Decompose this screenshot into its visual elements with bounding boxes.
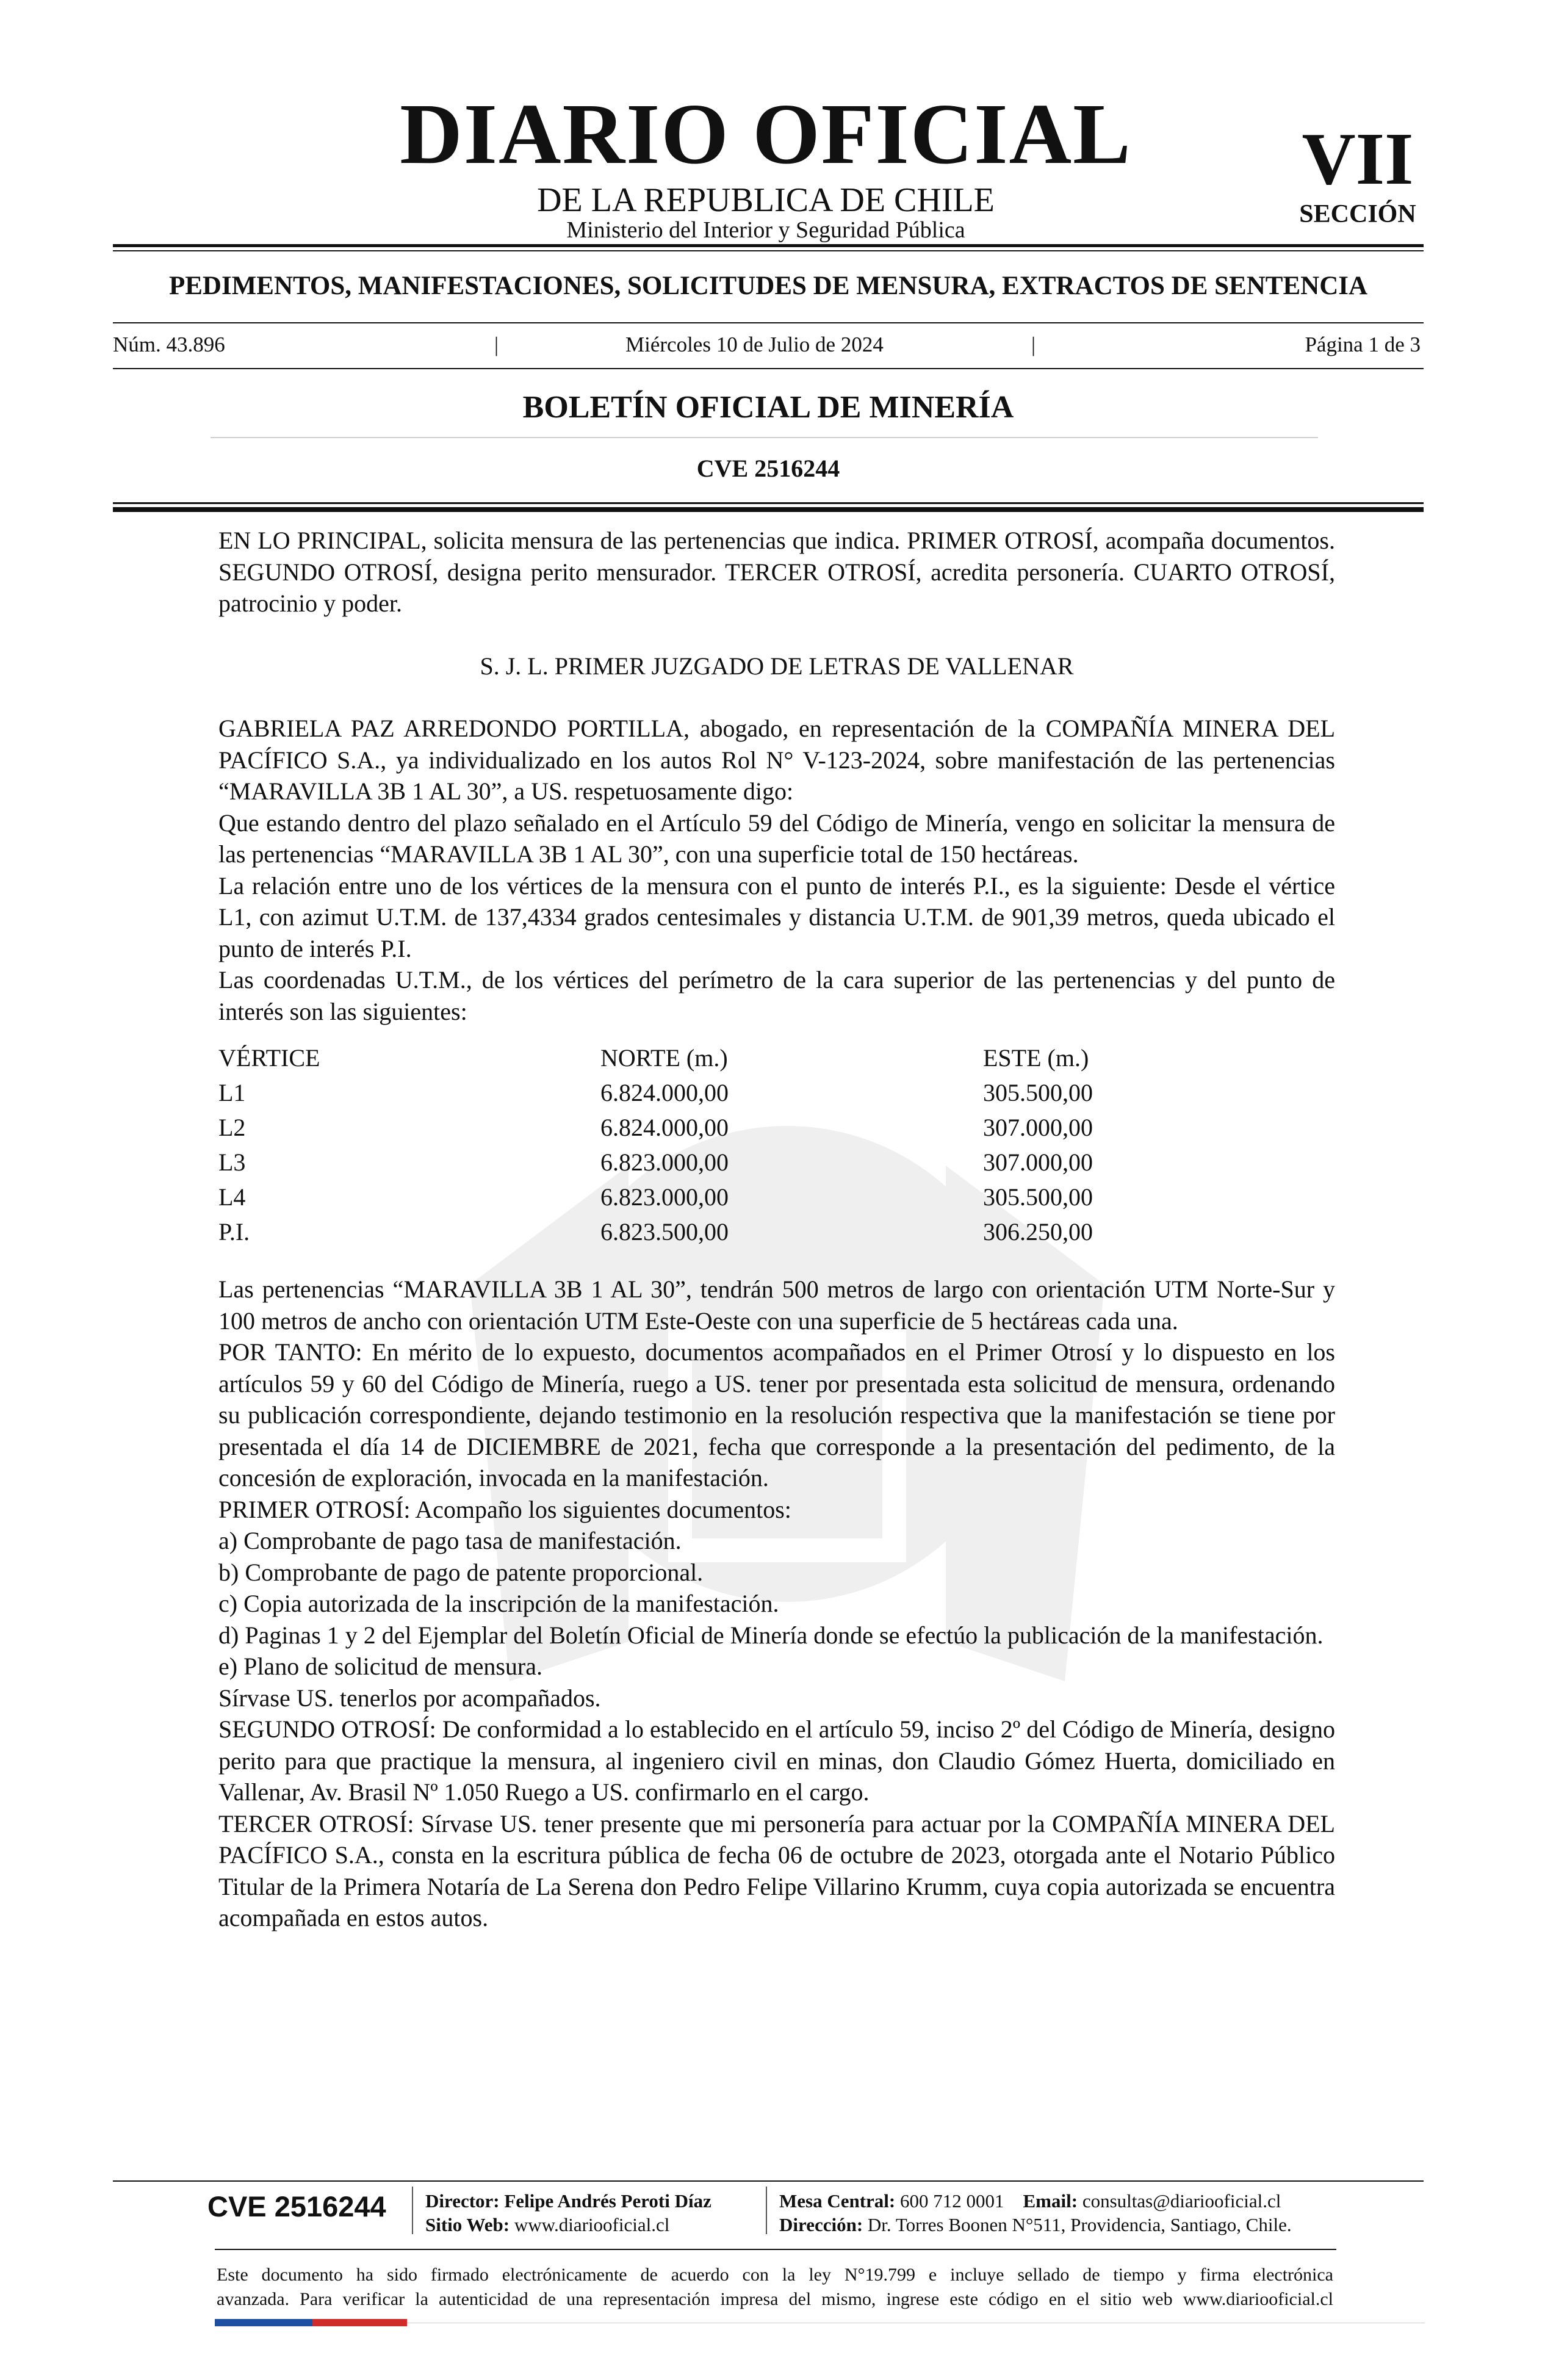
paragraph-request: Que estando dentro del plazo señalado en el Artículo 59 del Código de Minería, vengo en solicitar la mensura de las pertenencias “MARAVILLA 3B 1 AL 30”, con una superficie total de 150 hectáreas.	[218, 809, 1335, 868]
section-label: SECCIÓN	[1299, 200, 1416, 228]
director-label: Director:	[425, 2190, 500, 2212]
list-item: a) Comprobante de pago tasa de manifestación.	[218, 1527, 682, 1554]
table-row	[218, 1075, 1093, 1110]
list-item: b) Comprobante de pago de patente proporcional.	[218, 1558, 704, 1586]
header-rule-thick	[113, 507, 1424, 512]
table-cell: 6.823.500,00	[600, 1218, 729, 1246]
court-heading: S. J. L. PRIMER JUZGADO DE LETRAS DE VALLENAR	[480, 652, 1074, 680]
document-body	[218, 525, 1335, 1934]
table-row	[218, 1180, 1093, 1214]
phone-number: 600 712 0001	[900, 2190, 1004, 2212]
table-header-cell: ESTE (m.)	[983, 1044, 1089, 1072]
list-item: e) Plano de solicitud de mensura.	[218, 1653, 542, 1680]
list-item: d) Paginas 1 y 2 del Ejemplar del Boletín Oficial de Minería donde se efectúo la publicación de la manifestación.	[218, 1621, 1324, 1649]
footer-legal-note	[217, 2263, 1333, 2312]
masthead-rule-thin	[113, 250, 1424, 251]
table-cell: 6.824.000,00	[600, 1114, 729, 1141]
phone-label: Mesa Central:	[779, 2190, 896, 2212]
header-rule-thin	[113, 502, 1424, 504]
newspaper-title: DIARIO OFICIAL	[400, 85, 1132, 182]
footer-note-rule	[215, 2249, 1336, 2250]
table-cell: 6.823.000,00	[600, 1149, 729, 1176]
address-text: Dr. Torres Boonen N°511, Providencia, Santiago, Chile.	[867, 2214, 1292, 2235]
footer-note-line: Este documento ha sido firmado electrónicamente de acuerdo con la ley N°19.799 e incluye sellado de tiempo y firma electrónica	[217, 2265, 1333, 2285]
footer-rule	[113, 2180, 1424, 2182]
paragraph-tercer-otrosi: TERCER OTROSÍ: Sírvase US. tener presente que mi personería para actuar por la COMPAÑÍA MINERA DEL PACÍFICO S.A., consta en la escritura pública de fecha 06 de octubre de 2023, otorgada ante el Notario Público Titular de la Primera Notaría de La Serena don Pedro Felipe Villarino Krumm, cuya copia autorizada se encuentra acompañada en estos autos.	[218, 1809, 1335, 1931]
email-label: Email:	[1023, 2190, 1078, 2212]
ministry-name: Ministerio del Interior y Seguridad Pública	[566, 217, 965, 243]
issue-number: Núm. 43.896	[113, 333, 225, 356]
footer-divider	[766, 2187, 767, 2234]
bulletin-title: BOLETÍN OFICIAL DE MINERÍA	[522, 390, 1014, 425]
issue-separator: |	[1031, 333, 1036, 356]
cve-code: CVE 2516244	[696, 455, 840, 482]
intro-paragraph: EN LO PRINCIPAL, solicita mensura de las pertenencias que indica. PRIMER OTROSÍ, acompaña documentos. SEGUNDO OTROSÍ, designa perito mensurador. TERCER OTROSÍ, acredita personería. CUARTO OTROSÍ, patrocinio y poder.	[218, 527, 1335, 617]
paragraph-dimensions: Las pertenencias “MARAVILLA 3B 1 AL 30”, tendrán 500 metros de largo con orientación UTM Norte-Sur y 100 metros de ancho con orientación UTM Este-Oeste con una superficie de 5 hectáreas cada una.	[218, 1275, 1335, 1335]
address-label: Dirección:	[779, 2214, 863, 2235]
email-link[interactable]: consultas@diariooficial.cl	[1082, 2190, 1281, 2212]
issue-rule-bottom	[113, 368, 1424, 369]
table-cell: 305.500,00	[983, 1183, 1093, 1211]
issue-separator: |	[494, 333, 499, 356]
list-item: c) Copia autorizada de la inscripción de la manifestación.	[218, 1590, 779, 1617]
flag-stripe-blue	[215, 2319, 312, 2326]
paragraph-por-tanto: POR TANTO: En mérito de lo expuesto, documentos acompañados en el Primer Otrosí y lo dispuesto en los artículos 59 y 60 del Código de Minería, ruego a US. tener por presentada esta solicitud de mensura, ordenando su publicación correspondiente, dejando testimonio en la resolución respectiva que la manifestación se tiene por presentada el día 14 de DICIEMBRE de 2021, fecha que corresponde a la presentación del pedimento, de la concesión de exploración, invocada en la manifestación.	[218, 1338, 1335, 1491]
table-cell: L1	[218, 1079, 246, 1106]
issue-date: Miércoles 10 de Julio de 2024	[625, 333, 884, 356]
table-cell: 305.500,00	[983, 1079, 1093, 1106]
table-header-row	[218, 1040, 1093, 1075]
table-cell: L4	[218, 1183, 246, 1211]
paragraph-primer-otrosi: PRIMER OTROSÍ: Acompaño los siguientes documentos:	[218, 1495, 791, 1523]
section-number: VII	[1302, 118, 1414, 200]
page-indicator: Página 1 de 3	[1305, 333, 1421, 356]
paragraph-interest-point: La relación entre uno de los vértices de la mensura con el punto de interés P.I., es la siguiente: Desde el vértice L1, con azimut U.T.M. de 137,4334 grados centesimales y distancia U.T.M. de 901,39 metros, queda ubicado el punto de interés P.I.	[218, 871, 1335, 962]
table-cell: 6.824.000,00	[600, 1079, 729, 1106]
footer-cve-code: CVE 2516244	[207, 2190, 386, 2223]
website-link[interactable]: www.diariooficial.cl	[514, 2214, 670, 2235]
paragraph-representation: GABRIELA PAZ ARREDONDO PORTILLA, abogado, en representación de la COMPAÑÍA MINERA DEL PACÍFICO S.A., ya individualizado en los autos Rol N° V-123-2024, sobre manifestación de las pertenencias “MARAVILLA 3B 1 AL 30”, a US. respetuosamente digo:	[218, 715, 1335, 805]
masthead-rule-thick	[113, 244, 1424, 247]
table-cell: P.I.	[218, 1218, 250, 1246]
paragraph-segundo-otrosi: SEGUNDO OTROSÍ: De conformidad a lo establecido en el artículo 59, inciso 2º del Código de Minería, designo perito para que practique la mensura, al ingeniero civil en minas, don Claudio Gómez Huerta, domiciliado en Vallenar, Av. Brasil Nº 1.050 Ruego a US. confirmarlo en el cargo.	[218, 1715, 1335, 1806]
footer-note-line: avanzada. Para verificar la autenticidad de una representación impresa del mismo, ingrese este código en el sitio web www.diariooficial.cl	[217, 2289, 1333, 2309]
table-header-cell: VÉRTICE	[218, 1044, 320, 1072]
paragraph-acompanados: Sírvase US. tenerlos por acompañados.	[218, 1684, 601, 1712]
flag-stripe-red	[312, 2319, 407, 2326]
issue-rule-top	[113, 322, 1424, 323]
newspaper-subtitle: DE LA REPUBLICA DE CHILE	[537, 181, 995, 219]
table-row	[218, 1214, 1093, 1249]
director-name: Felipe Andrés Peroti Díaz	[504, 2190, 711, 2212]
footer-director-block	[425, 2189, 711, 2237]
section-caption: PEDIMENTOS, MANIFESTACIONES, SOLICITUDES DE MENSURA, EXTRACTOS DE SENTENCIA	[168, 272, 1368, 300]
footer-divider	[412, 2187, 413, 2234]
website-label: Sitio Web:	[425, 2214, 510, 2235]
paragraph-coordinates-intro: Las coordenadas U.T.M., de los vértices del perímetro de la cara superior de las pertenencias y del punto de interés son las siguientes:	[218, 966, 1335, 1025]
table-row	[218, 1110, 1093, 1145]
table-cell: L2	[218, 1114, 246, 1141]
footer-contact-block	[779, 2189, 1292, 2237]
coordinates-table	[218, 1040, 1093, 1249]
table-cell: 307.000,00	[983, 1114, 1093, 1141]
table-row	[218, 1145, 1093, 1180]
table-cell: 6.823.000,00	[600, 1183, 729, 1211]
table-cell: 307.000,00	[983, 1149, 1093, 1176]
table-cell: 306.250,00	[983, 1218, 1093, 1246]
table-header-cell: NORTE (m.)	[600, 1044, 728, 1072]
bulletin-divider	[211, 437, 1318, 438]
table-cell: L3	[218, 1149, 246, 1176]
